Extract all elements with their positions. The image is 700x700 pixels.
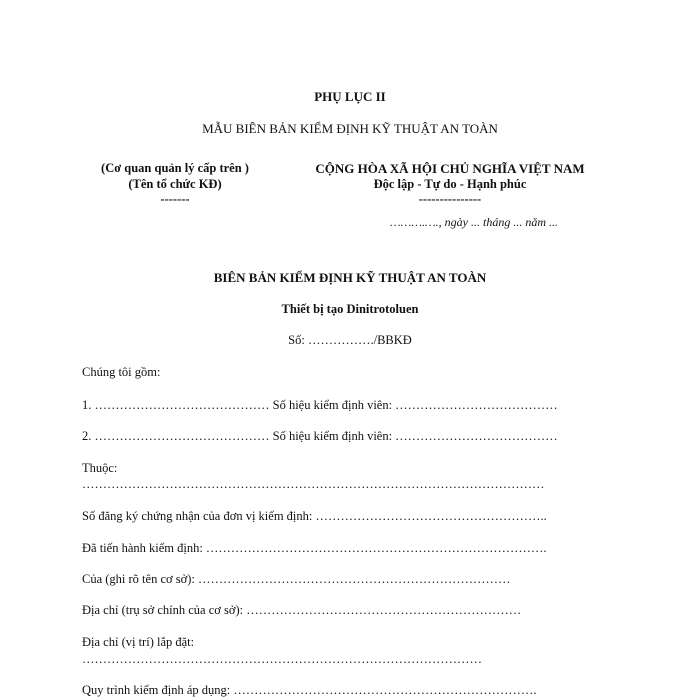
right-divider: --------------- (418, 192, 482, 206)
belongs-label: Thuộc: (82, 461, 118, 475)
belongs-dots: ………………………………………………………………………………………………… (82, 477, 545, 491)
owner-line: Của (ghi rõ tên cơ sở): ………………………………………………………………… (82, 572, 511, 586)
member-1-line: 1. …………………………………… Số hiệu kiểm định viên: ………………………………… (82, 398, 558, 412)
report-number: Số: ……………./BBKĐ (288, 333, 412, 347)
national-motto: Độc lập - Tự do - Hạnh phúc (373, 177, 527, 191)
location-label: Địa chỉ (vị trí) lắp đặt: (82, 635, 195, 649)
conducted-line: Đã tiến hành kiểm định: ………………………………………………………………………. (82, 541, 547, 555)
equipment-name: Thiết bị tạo Dinitrotoluen (281, 302, 419, 316)
left-divider: ------- (160, 192, 190, 206)
location-dots: …………………………………………………………………………………… (82, 652, 482, 666)
procedure-line: Quy trình kiểm định áp dụng: ………………………………………………………………. (82, 683, 537, 697)
parent-agency-label: (Cơ quan quản lý cấp trên ) (101, 161, 249, 175)
date-line: ……….…., ngày ... tháng ... năm ... (390, 215, 559, 229)
registration-line: Số đăng ký chứng nhận của đơn vị kiểm định: ……………………………………………….. (82, 509, 547, 523)
national-title: CỘNG HÒA XÃ HỘI CHỦ NGHĨA VIỆT NAM (315, 161, 585, 176)
form-title: MẪU BIÊN BẢN KIỂM ĐỊNH KỸ THUẬT AN TOÀN (202, 121, 498, 136)
address-line: Địa chỉ (trụ sở chính của cơ sở): ………………………………………………………… (82, 603, 522, 617)
appendix-title: PHỤ LỤC II (314, 89, 386, 104)
report-title: BIÊN BẢN KIỂM ĐỊNH KỸ THUẬT AN TOÀN (213, 270, 487, 285)
organization-name-label: (Tên tổ chức KĐ) (128, 177, 222, 191)
members-label: Chúng tôi gồm: (82, 365, 161, 379)
member-2-line: 2. …………………………………… Số hiệu kiểm định viên: ………………………………… (82, 429, 558, 443)
